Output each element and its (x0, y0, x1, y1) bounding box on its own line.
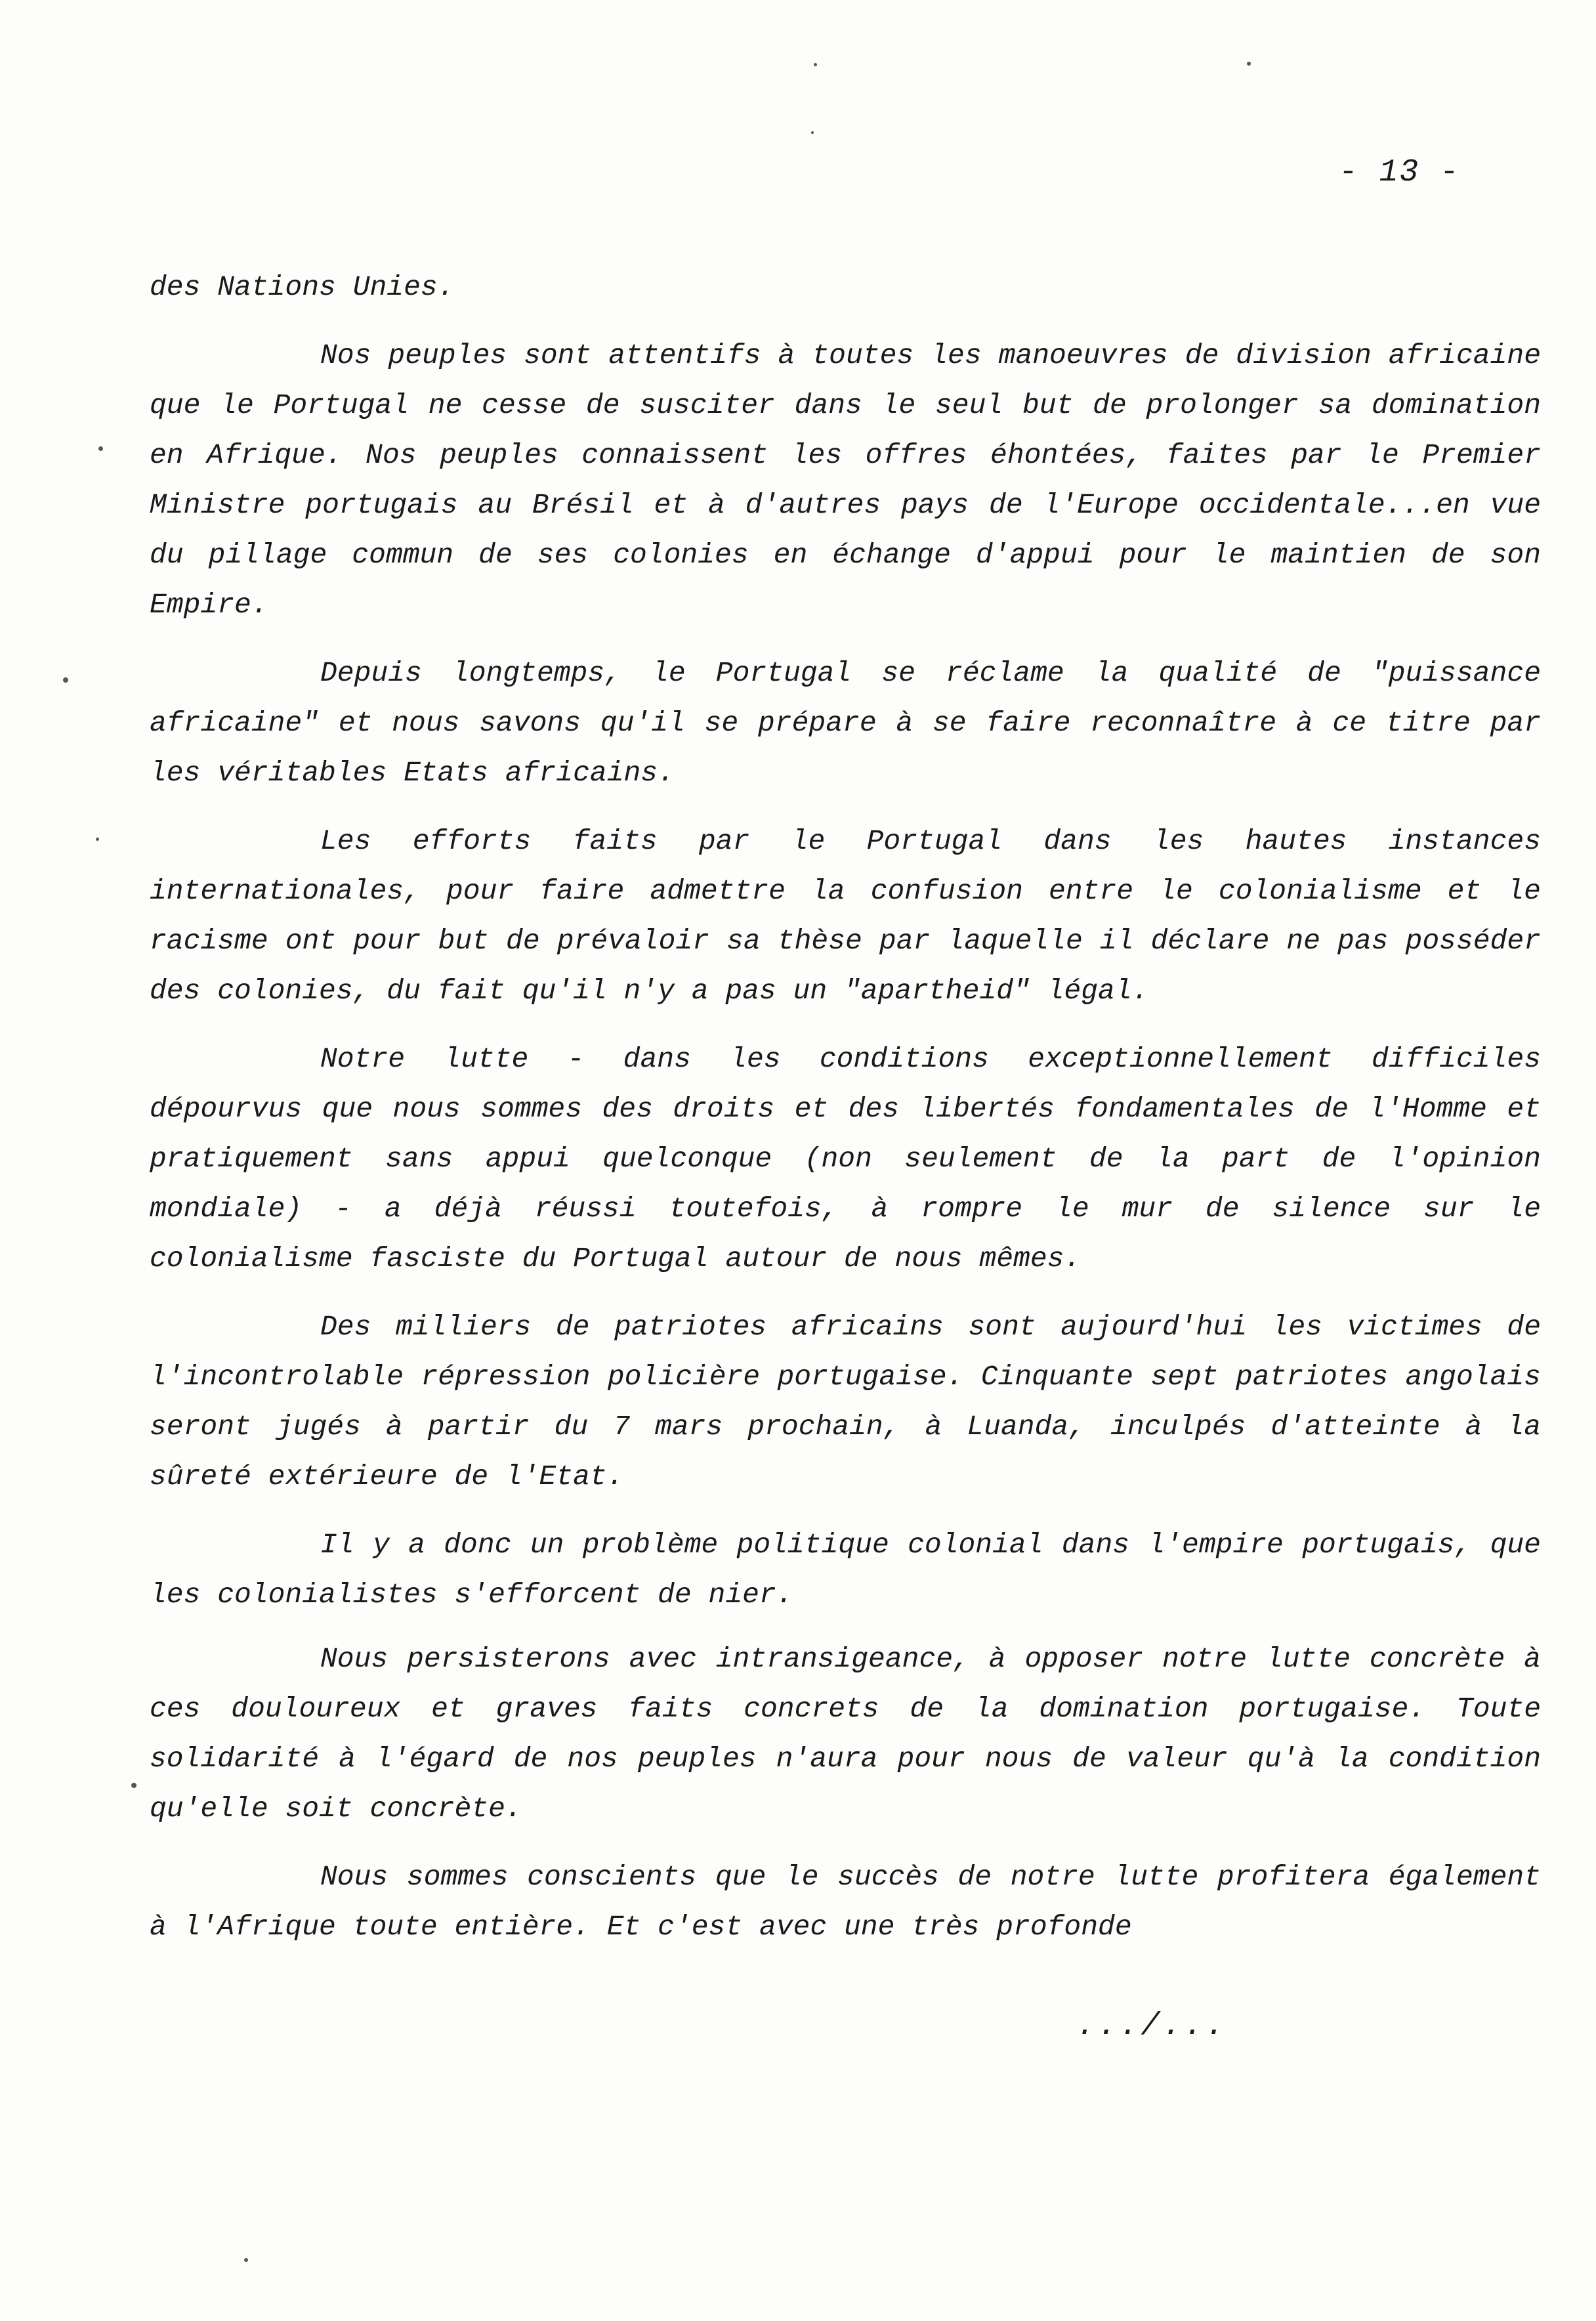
document-body (150, 263, 1541, 1970)
paragraph-succes: Nous sommes conscients que le succès de notre lutte profitera également à l'Afrique toute entière. Et c'est avec une très profonde (150, 1861, 1541, 1943)
scan-speck (244, 2258, 248, 2262)
scan-speck (814, 63, 817, 66)
scan-speck (131, 1783, 136, 1788)
paragraph-patriotes: Des milliers de patriotes africains sont aujourd'hui les victimes de l'incontrolable répression policière portugaise. Cinquante sept patriotes angolais seront jugés à partir du 7 mars prochain, à Luanda, inculpés d'atteinte à la sûreté extérieure de l'Etat. (150, 1311, 1541, 1493)
paragraph-instances-internationales: Les efforts faits par le Portugal dans les hautes instances internationales, pour faire admettre la confusion entre le colonialisme et le racisme ont pour but de prévaloir sa thèse par laquelle il déclare ne pas posséder des colonies, du fait qu'il n'y a pas un "apartheid" légal. (150, 825, 1541, 1007)
paragraph-notre-lutte: Notre lutte - dans les conditions exceptionnellement difficiles dépourvus que nous sommes des droits et des libertés fondamentales de l'Homme et pratiquement sans appui quelconque (non seulement de la part de l'opinion mondiale) - a déjà réussi toutefois, à rompre le mur de silence sur le colonialisme fasciste du Portugal autour de nous mêmes. (150, 1043, 1541, 1275)
scan-speck (98, 446, 103, 451)
scan-speck (1247, 62, 1251, 66)
paragraph-puissance-africaine: Depuis longtemps, le Portugal se réclame la qualité de "puissance africaine" et nous savons qu'il se prépare à se faire reconnaître à ce titre par les véritables Etats africains. (150, 657, 1541, 789)
continuation-mark: .../... (1076, 2009, 1227, 2044)
scan-speck (63, 677, 68, 683)
paragraph-probleme-politique: Il y a donc un problème politique colonial dans l'empire portugais, que les colonialistes s'efforcent de nier. (150, 1529, 1541, 1611)
paragraph-continuation: des Nations Unies. (150, 271, 455, 303)
paragraph-intransigeance: Nous persisterons avec intransigeance, à opposer notre lutte concrète à ces douloureux et graves faits concrets de la domination portugaise. Toute solidarité à l'égard de nos peuples n'aura pour nous de valeur qu'à la condition qu'elle soit concrète. (150, 1643, 1541, 1825)
page-number: - 13 - (1339, 155, 1460, 190)
scan-speck (811, 131, 814, 134)
paragraph-manoeuvres: Nos peuples sont attentifs à toutes les manoeuvres de division africaine que le Portugal ne cesse de susciter dans le seul but de prolonger sa domination en Afrique. Nos peuples connaissent les offres éhontées, faites par le Premier Ministre portugais au Brésil et à d'autres pays de l'Europe occidentale...en vue du pillage commun de ses colonies en échange d'appui pour le maintien de son Empire. (150, 339, 1541, 621)
scan-speck (96, 838, 99, 841)
